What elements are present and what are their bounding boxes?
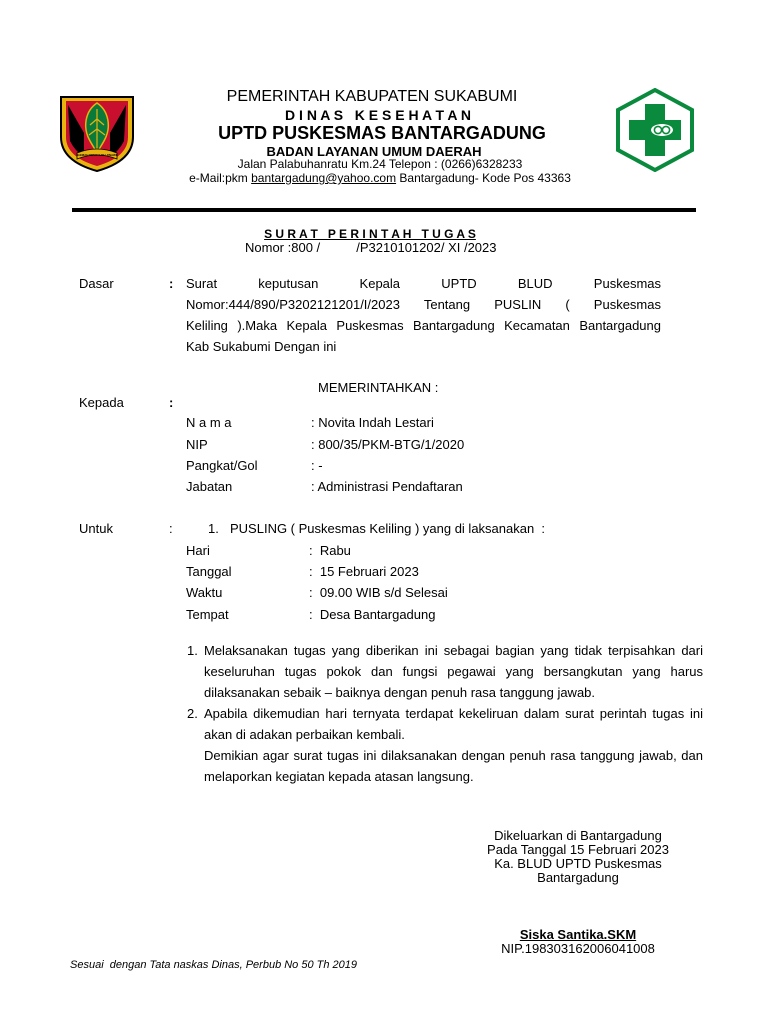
kepada-row-label: Pangkat/Gol (186, 458, 258, 473)
untuk-item-number: 1. (208, 521, 219, 536)
closing-paragraph (187, 745, 707, 787)
untuk-colon: : (169, 521, 173, 536)
kepada-colon: : (169, 395, 174, 410)
signer-nip: NIP.198303162006041008 (501, 941, 655, 956)
email-link[interactable]: bantargadung@yahoo.com (251, 171, 397, 185)
email-prefix: e-Mail:pkm (189, 171, 252, 185)
logo-motto: GEMAH RIPAH LOH JINAWI (77, 153, 117, 157)
untuk-row-value: : Rabu (309, 543, 351, 558)
department-name: D I N A S K E S E H A T A N (285, 107, 471, 123)
dasar-line-3: Keliling ).Maka Kepala Puskesmas Bantargadung Kecamatan Bantargadung (186, 318, 661, 333)
issued-date: Pada Tanggal 15 Februari 2023 (487, 842, 669, 857)
signer-position: Ka. BLUD UPTD Puskesmas (494, 856, 662, 871)
kepada-label: Kepada (79, 395, 124, 410)
untuk-row-label: Waktu (186, 585, 223, 600)
point-item (187, 703, 707, 745)
untuk-label: Untuk (79, 521, 113, 536)
dasar-line-2: Nomor:444/890/P3202121201/I/2023 Tentang PUSLIN ( Puskesmas (186, 297, 661, 312)
untuk-item-text: PUSLING ( Puskesmas Keliling ) yang di laksanakan : (230, 521, 546, 536)
document-title: S U R A T P E R I N T A H T U G A S (264, 227, 476, 241)
institution-name: UPTD PUSKESMAS BANTARGADUNG (218, 123, 546, 143)
kepada-row-value: : - (311, 458, 323, 473)
footer-note: Sesuai dengan Tata naskas Dinas, Perbub No 50 Th 2019 (70, 959, 358, 971)
untuk-row-value: : 15 Februari 2023 (309, 564, 419, 579)
signer-name: Siska Santika.SKM (519, 927, 637, 942)
point-text: Apabila dikemudian hari ternyata terdapat kekeliruan dalam surat perintah tugas ini akan di adakan perbaikan kembali. (204, 706, 703, 742)
untuk-row-label: Tanggal (186, 564, 232, 579)
point-item (187, 640, 707, 703)
point-text: Melaksanakan tugas yang diberikan ini sebagai bagian yang tidak terpisahkan dari keseluruhan tugas pokok dan fungsi pegawai yang bersangkutan yang harus dilaksanakan sebaik – baiknya dengan penuh rasa tanggung jawab. (204, 643, 703, 700)
kepada-row-label: NIP (186, 437, 208, 452)
government-name: PEMERINTAH KABUPATEN SUKABUMI (226, 88, 518, 105)
kepada-row-value: : Novita Indah Lestari (311, 415, 434, 430)
signer-place: Bantargadung (537, 870, 619, 885)
issued-at: Dikeluarkan di Bantargadung (494, 828, 662, 843)
kepada-row-label: N a m a (186, 415, 232, 430)
header-divider (72, 208, 696, 212)
email-suffix: Bantargadung- Kode Pos 43363 (396, 171, 571, 185)
dasar-colon: : (169, 276, 174, 291)
point-number: 2. (187, 706, 198, 721)
email-line (0, 171, 764, 185)
dasar-label: Dasar (79, 276, 114, 291)
untuk-row-label: Tempat (186, 607, 229, 622)
kepada-row-value: : 800/35/PKM-BTG/1/2020 (311, 437, 465, 452)
untuk-row-value: : Desa Bantargadung (309, 607, 436, 622)
signature-block (470, 829, 686, 885)
point-number: 1. (187, 643, 198, 658)
memerintahkan-heading: MEMERINTAHKAN : (318, 380, 439, 395)
document-number: Nomor :800 / /P3210101202/ XI /2023 (245, 240, 497, 255)
address-line: Jalan Palabuhanratu Km.24 Telepon : (0266)6328233 (237, 157, 523, 171)
kepada-row-label: Jabatan (186, 479, 233, 494)
untuk-row-value: : 09.00 WIB s/d Selesai (309, 585, 448, 600)
kepada-row-value: : Administrasi Pendaftaran (311, 479, 463, 494)
dasar-line-1: Surat keputusan Kepala UPTD BLUD Puskesmas (186, 276, 661, 291)
closing-text: Demikian agar surat tugas ini dilaksanakan dengan penuh rasa tanggung jawab, dan melaporkan kegiatan kepada atasan langsung. (204, 748, 703, 784)
untuk-row-label: Hari (186, 543, 210, 558)
sub-institution-name: BADAN LAYANAN UMUM DAERAH (266, 144, 482, 159)
dasar-line-4: Kab Sukabumi Dengan ini (186, 339, 337, 354)
